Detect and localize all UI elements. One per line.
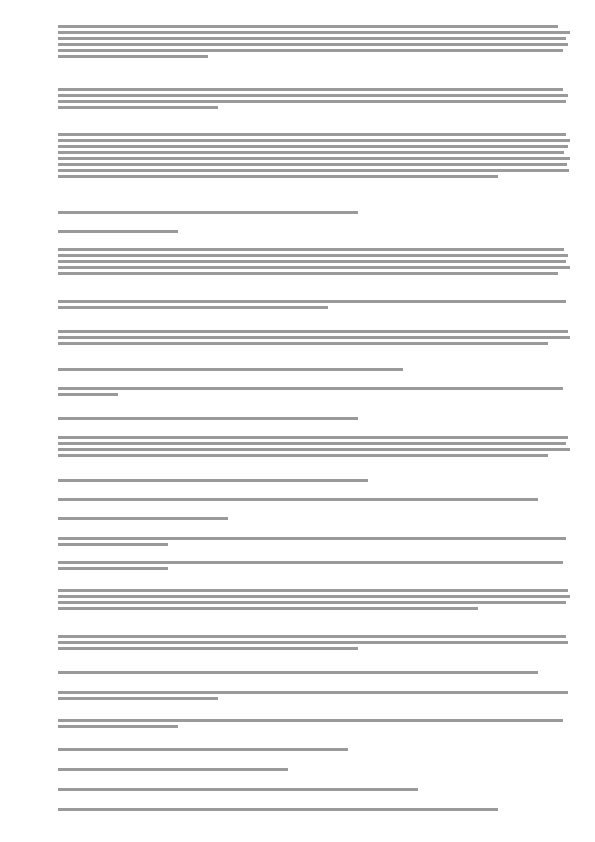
clause-4 [58,327,573,355]
clause-1-lines [58,227,573,236]
clause-22 [58,805,573,815]
paragraph-19 [58,130,573,202]
clause-11 [58,514,573,524]
paragraph-20-lines [58,208,573,217]
clause-5-lines [58,365,573,374]
clause-14 [58,586,573,623]
clause-24-lines [58,830,573,838]
clause-12 [58,534,573,553]
clause-19 [58,745,573,755]
clause-23-lines [58,820,573,829]
clause-18-lines [58,716,573,731]
clause-8-lines [58,433,573,460]
clause-10 [58,495,573,505]
clause-2-lines [58,245,573,278]
clause-11-lines [58,514,573,523]
clause-21-lines [58,785,573,794]
clause-22-lines [58,805,573,814]
clause-9 [58,476,573,486]
clause-13 [58,558,573,577]
clause-9-lines [58,476,573,485]
paragraph-19-lines [58,130,573,181]
clause-24 [58,830,573,838]
paragraph-17-lines [58,22,573,61]
clause-10-lines [58,495,573,504]
clause-13-lines [58,558,573,573]
clause-8 [58,433,573,470]
clause-2 [58,245,573,291]
clause-14-lines [58,586,573,613]
clause-4-lines [58,327,573,348]
clause-15 [58,632,573,660]
clause-5 [58,365,573,375]
clause-19-lines [58,745,573,754]
clause-16 [58,668,573,678]
clause-7-lines [58,414,573,423]
clause-3 [58,297,573,316]
clause-18 [58,716,573,735]
clause-21 [58,785,573,795]
clause-6 [58,384,573,403]
clause-3-lines [58,297,573,312]
clause-20-lines [58,765,573,774]
clause-7 [58,414,573,424]
clause-1 [58,227,573,237]
paragraph-17 [58,22,573,77]
clause-17-lines [58,688,573,703]
clause-16-lines [58,668,573,677]
paragraph-18 [58,85,573,122]
paragraph-20 [58,208,573,218]
clause-17 [58,688,573,707]
clause-20 [58,765,573,775]
clause-15-lines [58,632,573,653]
paragraph-18-lines [58,85,573,112]
clause-12-lines [58,534,573,549]
clause-6-lines [58,384,573,399]
clause-23 [58,820,573,830]
